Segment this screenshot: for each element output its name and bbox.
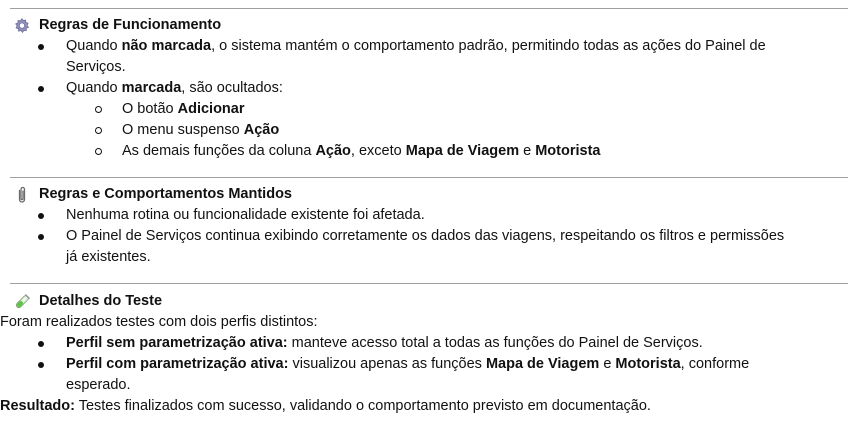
list-item: Quando marcada, são ocultados: bbox=[10, 78, 850, 99]
section-heading bbox=[10, 291, 850, 312]
section-heading bbox=[10, 184, 850, 205]
sub-list-item: As demais funções da coluna Ação, exceto Mapa de Viagem e Motorista bbox=[10, 141, 850, 162]
section-title: Regras e Comportamentos Mantidos bbox=[39, 186, 292, 202]
list-item-continuation: esperado. bbox=[66, 377, 131, 393]
list-item: O Painel de Serviços continua exibindo corretamente os dados das viagens, respeitando os filtros e permissões bbox=[10, 226, 850, 247]
section-regras-mantidos bbox=[10, 184, 850, 268]
section-title: Detalhes do Teste bbox=[39, 293, 163, 309]
intro-text: Foram realizados testes com dois perfis distintos: bbox=[0, 314, 318, 330]
section-detalhes-teste bbox=[0, 291, 850, 417]
divider-middle bbox=[10, 177, 848, 178]
divider-top bbox=[10, 8, 848, 9]
result-line: Resultado: Testes finalizados com sucesso, validando o comportamento previsto em documentação. bbox=[0, 398, 651, 414]
list-item-continuation: Serviços. bbox=[66, 59, 126, 75]
section-regras-funcionamento bbox=[10, 15, 850, 162]
section-title: Regras de Funcionamento bbox=[39, 17, 222, 33]
divider-bottom bbox=[10, 283, 848, 284]
list-item: Nenhuma rotina ou funcionalidade existente foi afetada. bbox=[10, 205, 850, 226]
paperclip-icon bbox=[13, 186, 31, 204]
test-tube-icon bbox=[13, 293, 31, 311]
sub-list-item: O menu suspenso Ação bbox=[10, 120, 850, 141]
sub-list-item: O botão Adicionar bbox=[10, 99, 850, 120]
list-item-continuation: já existentes. bbox=[66, 249, 151, 265]
list-item: Perfil sem parametrização ativa: manteve acesso total a todas as funções do Painel de Serviços. bbox=[10, 333, 850, 354]
list-item: Quando não marcada, o sistema mantém o comportamento padrão, permitindo todas as ações do Painel de bbox=[10, 36, 850, 57]
section-heading bbox=[10, 15, 850, 36]
list-item: Perfil com parametrização ativa: visualizou apenas as funções Mapa de Viagem e Motorista, conforme bbox=[10, 354, 850, 375]
gear-icon bbox=[13, 17, 31, 35]
